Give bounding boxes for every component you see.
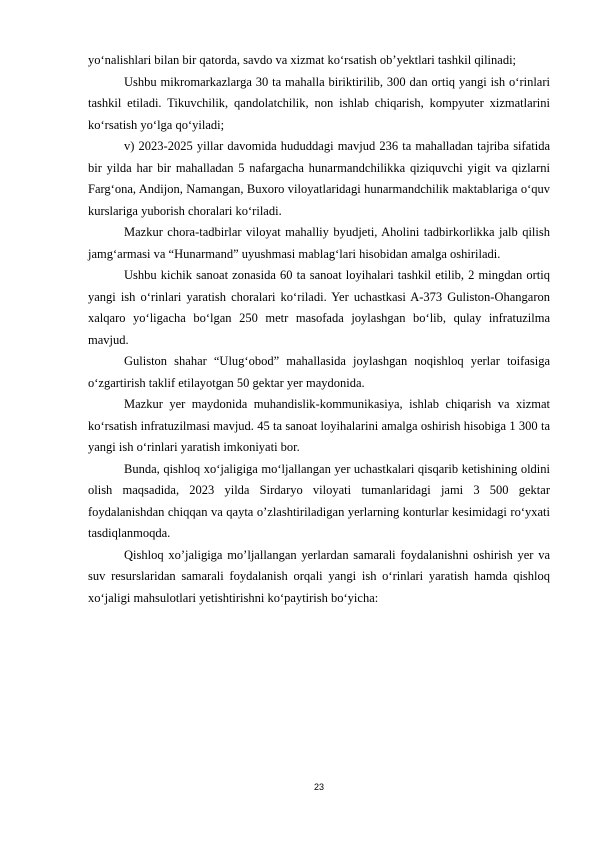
paragraph: Ushbu mikromarkazlarga 30 ta mahalla biriktirilib, 300 dan ortiq yangi ish o‘rinlari tashkil etiladi. Tikuvchilik, qandolatchilik, non ishlab chiqarish, kompyuter xizmatlarini ko‘rsatish yo‘lga qo‘yiladi;	[88, 74, 550, 132]
paragraph: v) 2023-2025 yillar davomida hududdagi mavjud 236 ta mahalladan tajriba sifatida bir yilda har bir mahalladan 5 nafargacha hunarmandchilikka qiziquvchi yigit va qizlarni Farg‘ona, Andijon, Namangan, Buxoro viloyatlaridagi hunarmandchilik maktablariga o‘quv kurslariga yuborish choralari ko‘riladi.	[88, 139, 550, 218]
paragraph: Guliston shahar “Ulug‘obod” mahallasida joylashgan noqishloq yerlar toifasiga o‘zgartirish taklif etilayotgan 50 gektar yer maydonida.	[88, 354, 550, 390]
paragraph: Bunda, qishloq xo‘jaligiga mo‘ljallangan yer uchastkalari qisqarib ketishining oldini olish maqsadida, 2023 yilda Sirdaryo viloyati tumanlaridagi jami 3 500 gektar foydalanishdan chiqqan va qayta o’zlashtiriladigan yerlarning konturlar kesimidagi ro‘yxati tasdiqlanmoqda.	[88, 461, 550, 540]
body-text	[88, 50, 550, 609]
paragraph: Qishloq xo’jaligiga mo’ljallangan yerlardan samarali foydalanishni oshirish yer va suv resurslaridan samarali foydalanish orqali yangi ish o‘rinlari yaratish hamda qishloq xo‘jaligi mahsulotlari yetishtirishni ko‘paytirish bo‘yicha:	[88, 547, 550, 605]
paragraph: Mazkur yer maydonida muhandislik-kommunikasiya, ishlab chiqarish va xizmat ko‘rsatish infratuzilmasi mavjud. 45 ta sanoat loyihalarini amalga oshirish hisobiga 1 300 ta yangi ish o‘rinlari yaratish imkoniyati bor.	[88, 397, 550, 454]
paragraph: Ushbu kichik sanoat zonasida 60 ta sanoat loyihalari tashkil etilib, 2 mingdan ortiq yangi ish o‘rinlari yaratish choralari ko‘riladi. Yer uchastkasi A-373 Guliston-Ohangaron xalqaro yo‘ligacha bo‘lgan 250 metr masofada joylashgan bo‘lib, qulay infratuzilma mavjud.	[88, 268, 550, 347]
paragraph: Mazkur chora-tadbirlar viloyat mahalliy byudjeti, Aholini tadbirkorlikka jalb qilish jamg‘armasi va “Hunarmand” uyushmasi mablag‘lari hisobidan amalga oshiriladi.	[88, 225, 550, 261]
page-number: 23	[313, 782, 324, 792]
paragraph-continuation: yo‘nalishlari bilan bir qatorda, savdo va xizmat ko‘rsatish ob’yektlari tashkil qilinadi;	[88, 53, 517, 67]
